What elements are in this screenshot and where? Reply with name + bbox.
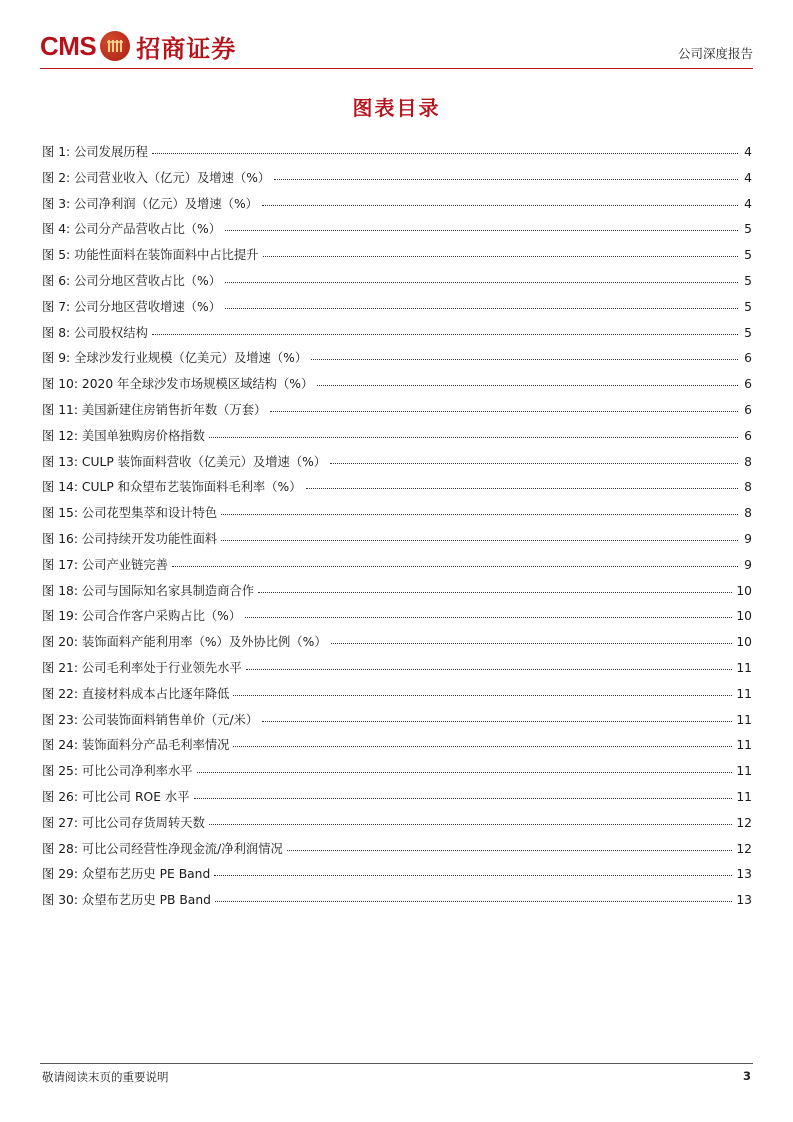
toc-dot-leader <box>262 720 732 722</box>
toc-entry-page: 4 <box>744 145 752 159</box>
toc-entry[interactable] <box>42 501 752 527</box>
toc-entry-label: 图 24: 装饰面料分产品毛利率情况 <box>42 738 230 753</box>
toc-dot-leader <box>221 539 738 541</box>
toc-entry[interactable] <box>42 759 752 785</box>
toc-dot-leader <box>233 745 732 747</box>
toc-entry[interactable] <box>42 321 752 347</box>
toc-dot-leader <box>197 771 733 773</box>
toc-entry-label: 图 22: 直接材料成本占比逐年降低 <box>42 686 230 701</box>
toc-entry-page: 11 <box>736 738 752 753</box>
toc-entry-page: 6 <box>744 377 752 392</box>
toc-entry-page: 11 <box>736 660 752 675</box>
toc-entry-label: 图 2: 公司营业收入（亿元）及增速（%） <box>42 170 271 185</box>
toc-entry-page: 11 <box>736 789 752 804</box>
toc-entry[interactable] <box>42 837 752 863</box>
toc-entry-label: 图 7: 公司分地区营收增速（%） <box>42 299 222 314</box>
toc-entry-page: 13 <box>736 867 752 882</box>
toc-dot-leader <box>225 229 738 231</box>
toc-dot-leader <box>330 462 738 464</box>
toc-entry[interactable] <box>42 424 752 450</box>
toc-entry-label: 图 1: 公司发展历程 <box>42 145 148 159</box>
toc-entry-page: 11 <box>736 764 752 779</box>
toc-dot-leader <box>306 487 738 489</box>
toc-entry-label: 图 6: 公司分地区营收占比（%） <box>42 273 222 288</box>
toc-entry-label: 图 4: 公司分产品营收占比（%） <box>42 222 222 237</box>
toc-entry-label: 图 26: 可比公司 ROE 水平 <box>42 789 190 804</box>
toc-entry[interactable] <box>42 811 752 837</box>
footer-divider <box>40 1063 753 1064</box>
toc-entry-page: 10 <box>736 635 752 650</box>
logo-emblem-icon <box>100 31 130 61</box>
toc-entry[interactable] <box>42 708 752 734</box>
toc-entry[interactable] <box>42 192 752 218</box>
toc-entry-label: 图 20: 装饰面料产能利用率（%）及外协比例（%） <box>42 635 327 650</box>
header-divider <box>40 68 753 69</box>
toc-entry-label: 图 9: 全球沙发行业规模（亿美元）及增速（%） <box>42 351 308 366</box>
toc-entry-page: 8 <box>744 480 752 495</box>
logo-chinese-text: 招商证券 <box>136 33 237 63</box>
toc-entry[interactable] <box>42 862 752 888</box>
toc-dot-leader <box>209 436 738 438</box>
page-number: 3 <box>742 1069 751 1083</box>
toc-entry[interactable] <box>42 450 752 476</box>
toc-entry-page: 4 <box>744 196 752 211</box>
page-header <box>40 22 753 70</box>
footer-disclaimer-note: 敬请阅读末页的重要说明 <box>42 1070 169 1084</box>
toc-dot-leader <box>311 358 738 360</box>
toc-entry[interactable] <box>42 217 752 243</box>
toc-entry-page: 6 <box>744 351 752 366</box>
toc-dot-leader <box>246 668 733 670</box>
report-type-label: 公司深度报告 <box>677 46 753 61</box>
toc-entry-page: 12 <box>736 841 752 856</box>
toc-entry-label: 图 14: CULP 和众望布艺装饰面料毛利率（%） <box>42 480 302 495</box>
toc-dot-leader <box>274 178 738 180</box>
toc-entry[interactable] <box>42 269 752 295</box>
toc-entry-page: 5 <box>744 248 752 263</box>
toc-entry[interactable] <box>42 372 752 398</box>
toc-entry[interactable] <box>42 604 752 630</box>
toc-entry-label: 图 21: 公司毛利率处于行业领先水平 <box>42 660 242 675</box>
toc-dot-leader <box>172 565 738 567</box>
toc-entry[interactable] <box>42 527 752 553</box>
toc-entry-label: 图 16: 公司持续开发功能性面料 <box>42 531 218 546</box>
toc-entry-page: 5 <box>744 325 752 340</box>
toc-entry-label: 图 15: 公司花型集萃和设计特色 <box>42 506 218 521</box>
toc-entry-label: 图 10: 2020 年全球沙发市场规模区域结构（%） <box>42 377 314 392</box>
toc-dot-leader <box>245 616 732 618</box>
toc-entry-label: 图 23: 公司装饰面料销售单价（元/米） <box>42 712 259 727</box>
toc-entry-page: 13 <box>736 893 752 908</box>
toc-entry-label: 图 19: 公司合作客户采购占比（%） <box>42 609 242 624</box>
toc-entry[interactable] <box>42 579 752 605</box>
toc-dot-leader <box>263 255 738 257</box>
toc-entry-page: 11 <box>736 686 752 701</box>
toc-entry-page: 9 <box>744 531 752 546</box>
toc-entry[interactable] <box>42 398 752 424</box>
toc-dot-leader <box>209 823 732 825</box>
table-of-figures <box>42 140 752 914</box>
toc-dot-leader <box>152 333 738 335</box>
toc-entry[interactable] <box>42 733 752 759</box>
toc-entry[interactable] <box>42 243 752 269</box>
toc-entry-label: 图 25: 可比公司净利率水平 <box>42 764 193 779</box>
toc-entry-label: 图 28: 可比公司经营性净现金流/净利润情况 <box>42 841 283 856</box>
toc-entry[interactable] <box>42 346 752 372</box>
toc-entry-page: 9 <box>744 557 752 572</box>
toc-entry-page: 10 <box>736 609 752 624</box>
toc-title: 图表目录 <box>352 96 441 120</box>
toc-entry-page: 8 <box>744 506 752 521</box>
toc-entry[interactable] <box>42 785 752 811</box>
toc-dot-leader <box>262 204 738 206</box>
toc-dot-leader <box>225 307 738 309</box>
toc-dot-leader <box>270 410 738 412</box>
toc-entry-label: 图 3: 公司净利润（亿元）及增速（%） <box>42 196 258 211</box>
toc-entry-page: 6 <box>744 402 752 417</box>
toc-dot-leader <box>258 591 732 593</box>
toc-entry-label: 图 13: CULP 装饰面料营收（亿美元）及增速（%） <box>42 454 327 469</box>
toc-entry[interactable] <box>42 475 752 501</box>
toc-dot-leader <box>225 281 738 283</box>
toc-entry-label: 图 30: 众望布艺历史 PB Band <box>42 893 211 908</box>
toc-entry-label: 图 5: 功能性面料在装饰面料中占比提升 <box>42 248 259 263</box>
toc-dot-leader <box>194 797 733 799</box>
toc-entry[interactable] <box>42 295 752 321</box>
toc-entry-label: 图 18: 公司与国际知名家具制造商合作 <box>42 583 255 598</box>
toc-entry[interactable] <box>42 630 752 656</box>
toc-dot-leader <box>214 874 732 876</box>
toc-entry-page: 5 <box>744 222 752 237</box>
toc-entry-page: 10 <box>736 583 752 598</box>
toc-dot-leader <box>317 384 738 386</box>
toc-entry[interactable] <box>42 140 752 166</box>
toc-entry-label: 图 8: 公司股权结构 <box>42 325 148 340</box>
toc-entry-label: 图 17: 公司产业链完善 <box>42 557 168 572</box>
toc-dot-leader <box>233 694 732 696</box>
toc-entry-page: 11 <box>736 712 752 727</box>
toc-entry-label: 图 11: 美国新建住房销售折年数（万套） <box>42 402 267 417</box>
toc-entry[interactable] <box>42 682 752 708</box>
toc-entry-page: 5 <box>744 273 752 288</box>
toc-dot-leader <box>221 513 738 515</box>
toc-dot-leader <box>287 849 733 851</box>
toc-dot-leader <box>215 900 732 902</box>
toc-entry[interactable] <box>42 166 752 192</box>
toc-dot-leader <box>331 642 733 644</box>
toc-entry-page: 5 <box>744 299 752 314</box>
toc-entry[interactable] <box>42 656 752 682</box>
toc-entry-page: 8 <box>744 454 752 469</box>
toc-entry[interactable] <box>42 553 752 579</box>
toc-entry-page: 12 <box>736 815 752 830</box>
cms-logo <box>40 28 236 64</box>
logo-latin-text: CMS <box>40 30 97 61</box>
toc-entry-page: 6 <box>744 428 752 443</box>
toc-entry-page: 4 <box>744 170 752 185</box>
toc-dot-leader <box>152 152 738 154</box>
toc-entry[interactable] <box>42 888 752 914</box>
toc-entry-label: 图 27: 可比公司存货周转天数 <box>42 815 205 830</box>
toc-entry-label: 图 29: 众望布艺历史 PE Band <box>42 867 211 882</box>
toc-entry-label: 图 12: 美国单独购房价格指数 <box>42 428 205 443</box>
